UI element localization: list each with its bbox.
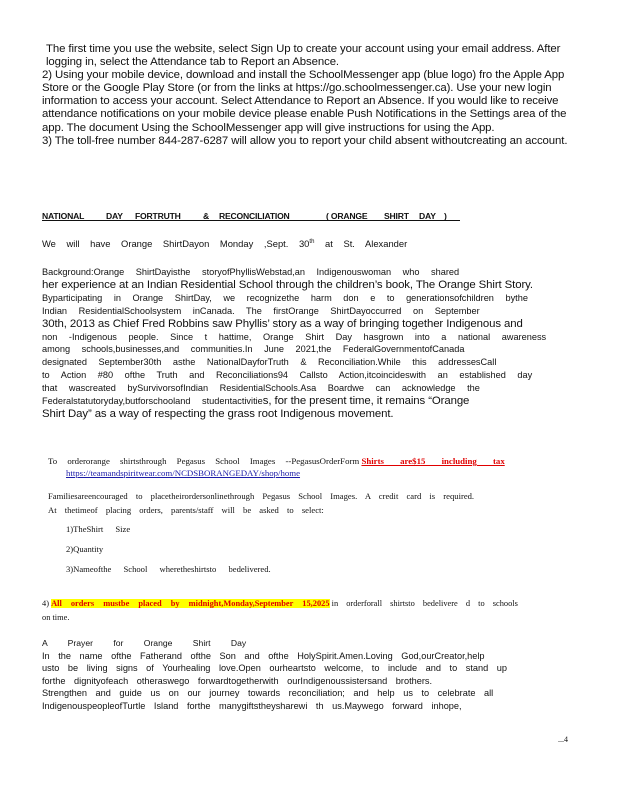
date-text: We will have Orange ShirtDayon Monday ,Sept. 30 — [42, 238, 310, 249]
price-text: Shirts are$15 including tax — [361, 456, 505, 466]
deadline-rest2: on time. — [42, 613, 70, 622]
list-item: 1)TheShirt Size — [66, 524, 131, 534]
background-line: non -Indigenous people. Since t hattime, Orange Shirt Day hasgrown into a national awareness — [42, 331, 547, 342]
prayer-title: A Prayer for Orange Shirt Day — [42, 638, 247, 648]
heading-word: DAY — [106, 211, 123, 221]
heading-word: DAY — [419, 211, 436, 221]
prayer-line: IndigenouspeopleofTurtle Island forthe manygiftstheysharewi th us.Maywego forward inhope, — [42, 700, 462, 711]
heading-word: ( ORANGE — [326, 211, 368, 221]
orange-shirt-day-heading — [42, 211, 582, 221]
instruction-1: The first time you use the website, select Sign Up to create your account using your email address. After logging in, select the Attendance tab to Report an Absence. — [46, 43, 561, 69]
instruction-3: 3) The toll-free number 844-287-6287 will allow you to report your child absent withoutcreating an account. — [42, 134, 568, 147]
orange-shirt-day-date — [42, 238, 582, 249]
background-line: s, for the present time, it remains “Orange — [262, 395, 470, 408]
prayer-line: forthe dignityofeach otheraswego forwardtogetherwith ourIndigenoussistersand brothers. — [42, 675, 433, 686]
background-line: that wascreated bySurvivorsofIndian ResidentialSchools.Asa Boardwe can acknowledge the — [42, 383, 480, 394]
orange-shirt-background — [42, 266, 582, 421]
heading-word: NATIONAL — [42, 211, 85, 221]
date-end: at St. Alexander — [325, 238, 408, 249]
list-item: 3)Nameofthe School wheretheshirtsto bedelivered. — [66, 564, 271, 574]
background-line: Background:Orange ShirtDayisthe storyofPhyllisWebstad,an Indigenouswoman who shared — [42, 267, 460, 277]
heading-word: FORTRUTH — [135, 211, 181, 221]
order-link[interactable]: https://teamandspiritwear.com/NCDSBORANGEDAY/shop/home — [66, 467, 301, 478]
page-number: ...4 — [558, 735, 568, 744]
background-line: designated September30th asthe NationalDayforTruth & Reconciliation.While this addressesCall — [42, 357, 497, 368]
heading-word: ) — [444, 211, 447, 221]
families-line: At thetimeof placing orders, parents/staff will be asked to select: — [48, 504, 324, 515]
order-selection-list — [66, 524, 606, 574]
heading-word: RECONCILIATION — [219, 211, 290, 221]
background-line: to Action #80 ofthe Truth and Reconciliations94 Callsto Action,itcoincideswith an established day — [42, 370, 533, 381]
prayer-line: Strengthen and guide us on our journey towards reconciliation; and help us to celebrate all — [42, 688, 494, 698]
ordering-instructions — [48, 490, 588, 517]
orange-shirt-prayer — [42, 637, 582, 712]
families-line: Familiesareencouraged to placetheirordersonlinethrough Pegasus School Images. A credit card is required. — [48, 491, 475, 501]
shirt-ordering — [48, 456, 568, 480]
background-line: Indian ResidentialSchoolsystem inCanada. The firstOrange ShirtDayoccurred on September — [42, 305, 480, 316]
prayer-line: usto be living signs of Yourhealing love.Open ourheartsto welcome, to include and to stand up — [42, 663, 508, 673]
deadline-highlight: All orders mustbe placed by midnight,Monday,September 15,2025 — [51, 599, 330, 608]
background-line: Byparticipating in Orange ShirtDay, we recognizethe harm don e to generationsofchildren bythe — [42, 292, 528, 303]
deadline-number: 4) — [42, 599, 49, 608]
background-line: Federalstatutoryday,butforschooland studentactivitie — [42, 396, 263, 407]
prayer-line: In the name ofthe Fatherand ofthe Son and ofthe HolySpirit.Amen.Loving God,ourCreator,help — [42, 650, 485, 661]
deadline-rest: in orderforall shirtsto bedelivere d to schools — [331, 599, 518, 608]
background-line: Shirt Day” as a way of respecting the grass root Indigenous movement. — [42, 407, 394, 420]
heading-word: & — [203, 211, 210, 221]
instruction-2: 2) Using your mobile device, download and install the SchoolMessenger app (blue logo) fro the Apple App Store or the Google Play Store (or from the links at https://go.schoolmessenger.ca). Use your new login information to access your account. Select Attendance to Report an Absence. If you would like to receive attendance notifications on your mobile device please enable Push Notifications in the Settings area of the app. The document Using the SchoolMessenger app will give instructions for using the App. — [42, 69, 567, 134]
date-sup: th — [309, 238, 315, 245]
background-line: among schools,businesses,and communities.In June 2021,the FederalGovernmentofCanada — [42, 344, 465, 355]
list-item: 2)Quantity — [66, 544, 104, 554]
reporting-instructions — [42, 43, 582, 148]
order-text: To orderorange shirtsthrough Pegasus School Images --PegasusOrderForm — [48, 456, 360, 466]
background-line: her experience at an Indian Residential School through the children’s book, The Orange Shirt Story. — [42, 278, 533, 291]
order-deadline — [42, 597, 582, 625]
heading-word: SHIRT — [384, 211, 409, 221]
background-line: 30th, 2013 as Chief Fred Robbins saw Phyllis’ story as a way of bringing together Indigenous and — [42, 317, 523, 330]
